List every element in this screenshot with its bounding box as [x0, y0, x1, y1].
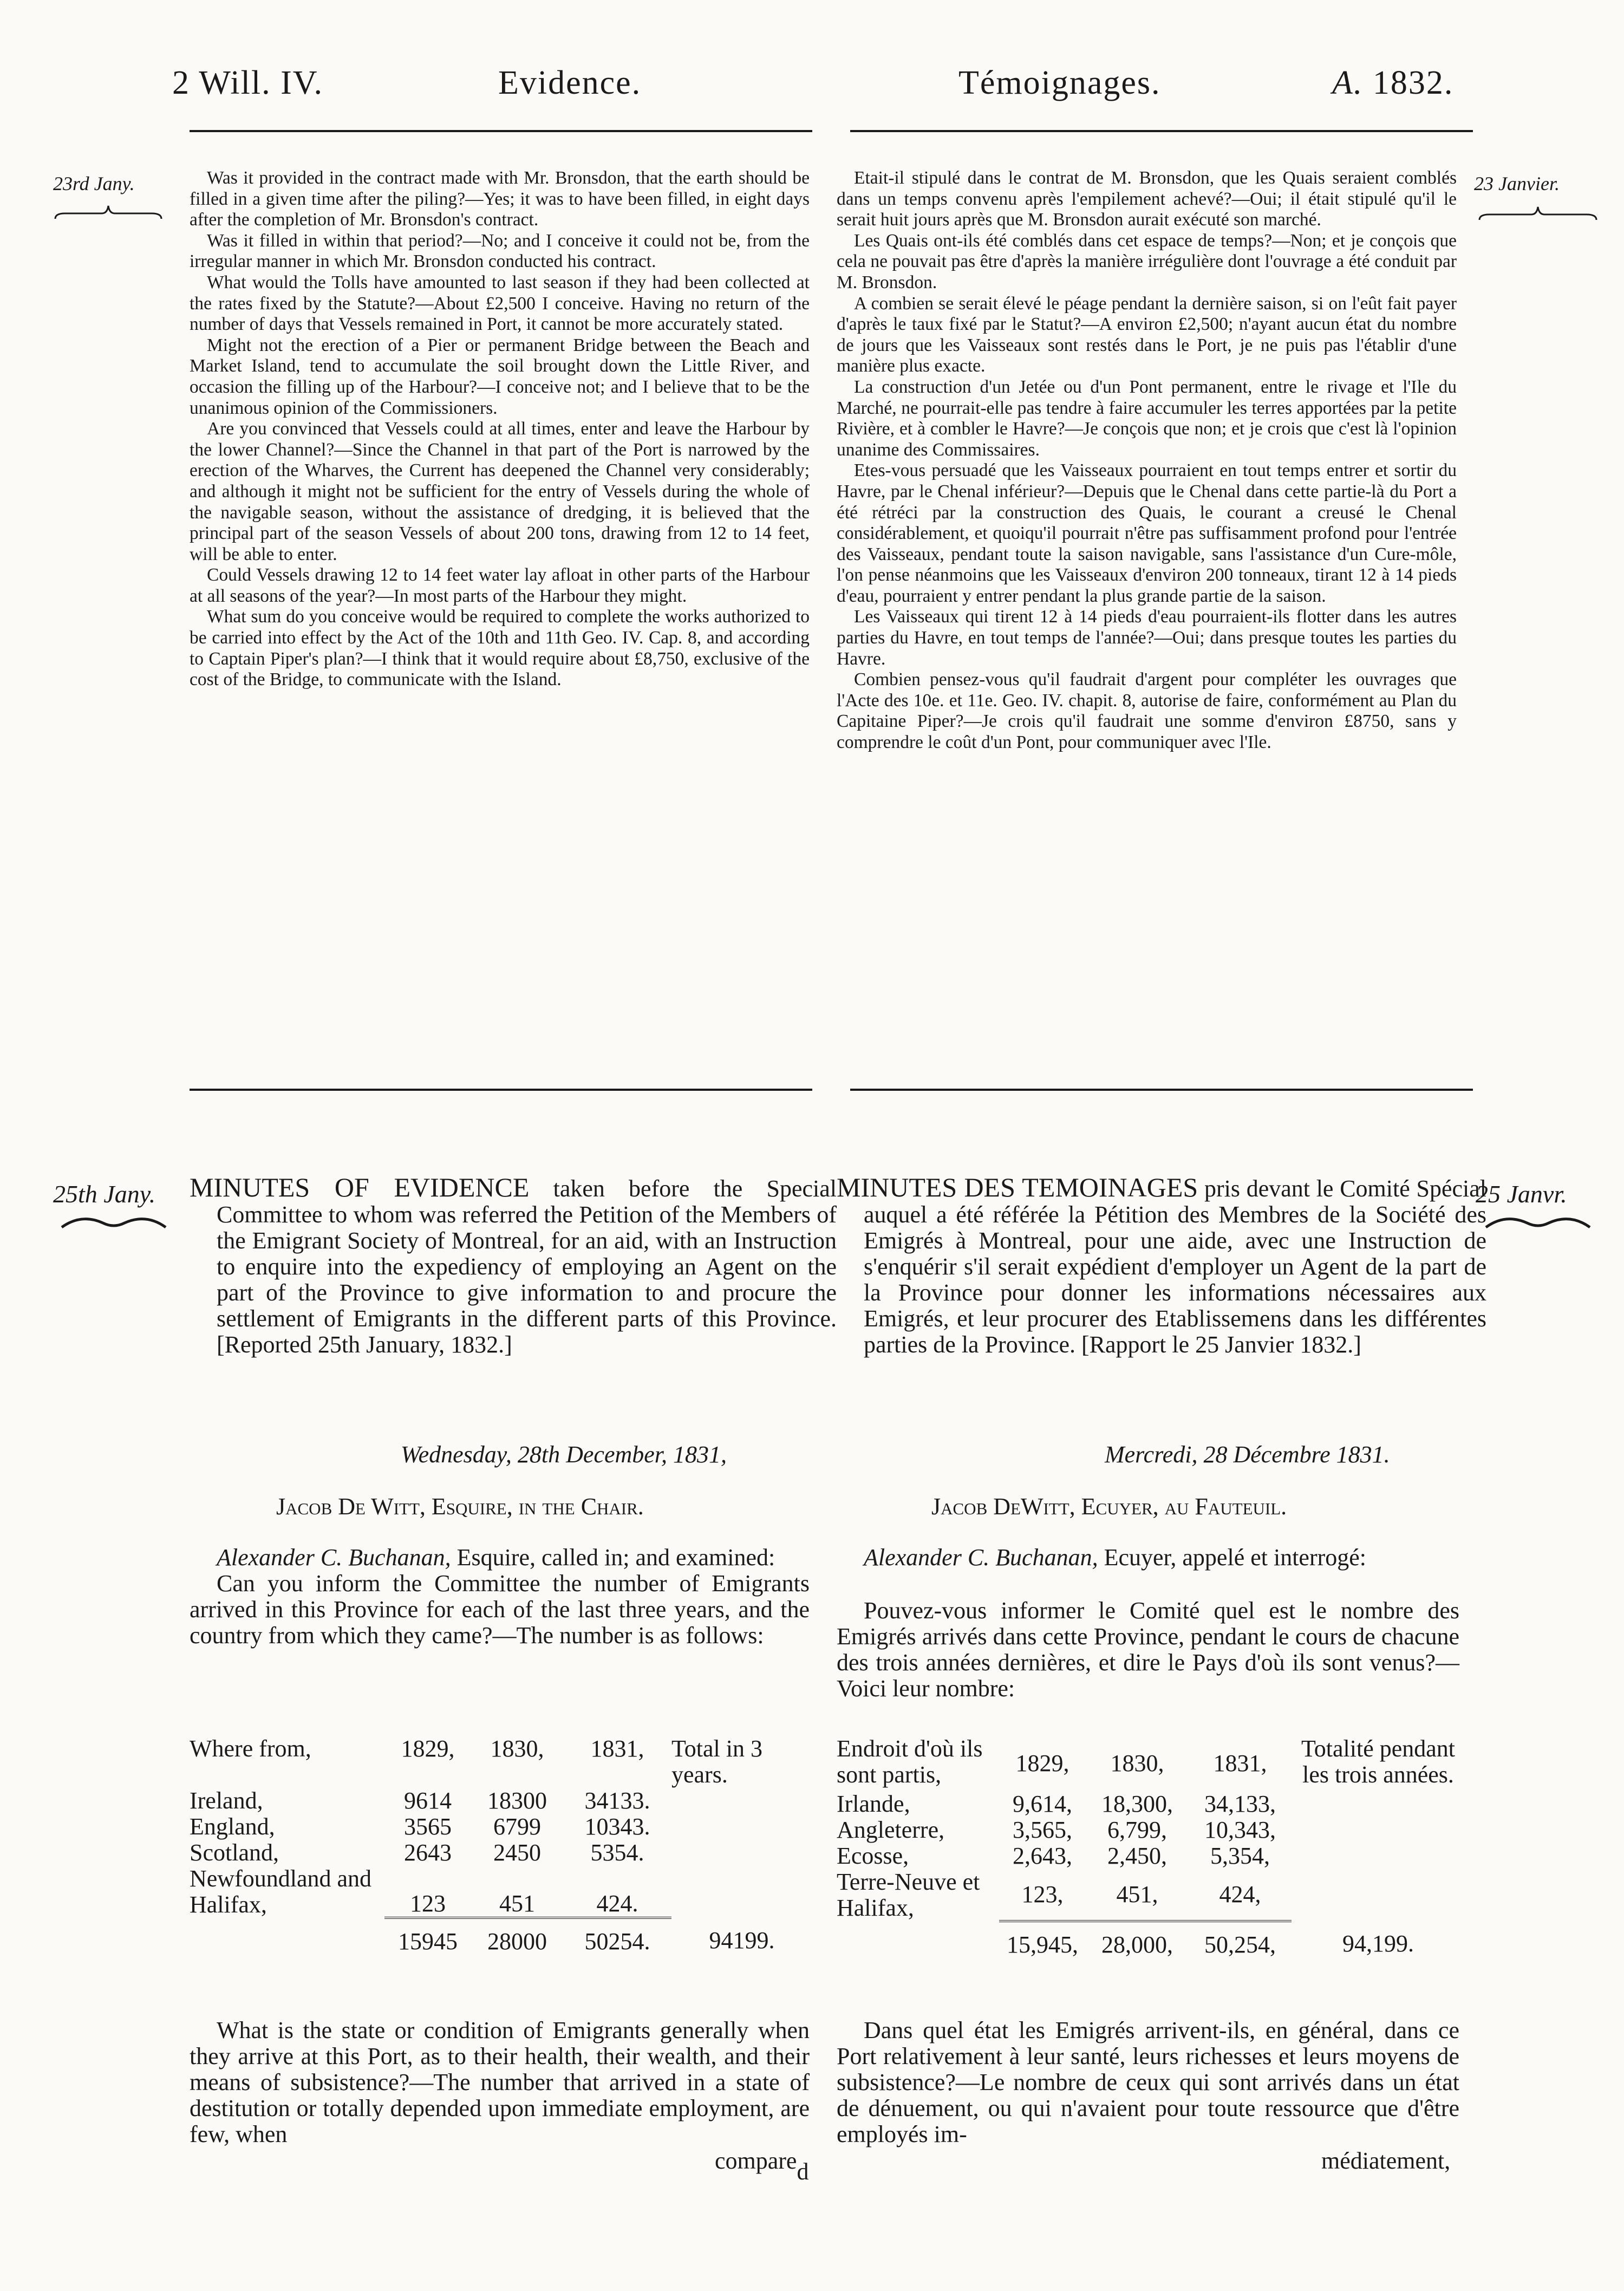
cell [671, 1814, 812, 1840]
running-head-temoignages: Témoignages. [958, 64, 1161, 101]
brace-left-top [54, 200, 162, 222]
table-total-row [190, 1918, 812, 1955]
catchword-french [1321, 2148, 1450, 2174]
year: 1832. [1372, 64, 1454, 101]
cell: 5354. [590, 1839, 644, 1866]
header-cell: 1830, [490, 1735, 544, 1762]
total-cell: 15,945, [999, 1921, 1086, 1958]
table-row [190, 1788, 812, 1814]
cell: 3565 [404, 1813, 452, 1840]
header-cell: Total in 3 years. [671, 1735, 763, 1788]
cell [1292, 1791, 1465, 1817]
cell: 10343. [584, 1813, 650, 1840]
header-cell: 1829, [401, 1735, 455, 1762]
top-english-paragraph: Could Vessels drawing 12 to 14 feet water lay afloat in other parts of the Harbour at all seasons of the year?—In most parts of the Harbour they might. [190, 565, 810, 606]
section-rule-left [190, 1089, 812, 1091]
cell: 3,565, [1013, 1817, 1072, 1843]
cell [1292, 1869, 1465, 1921]
witness-status: Ecuyer, appelé et interrogé: [1104, 1544, 1367, 1571]
cell [837, 1921, 999, 1958]
table-row [837, 1869, 1465, 1921]
running-head-evidence: Evidence. [498, 64, 642, 101]
top-french-column [837, 168, 1457, 753]
cell: 34133. [584, 1787, 650, 1814]
catchword: médiatement, [1321, 2147, 1451, 2174]
table-row [190, 1814, 812, 1840]
row-label: Angleterre, [837, 1817, 945, 1843]
cell: 424. [596, 1890, 638, 1917]
header-rule-right [850, 130, 1473, 132]
top-english-paragraph: Might not the erection of a Pier or permanent Bridge between the Beach and Market Island, tend to accumulate the soil brought down the Little River, and occasion the filling up of the Harbour?—I conceive not; and I believe that to be the unanimous opinion of the Commissioners. [190, 335, 810, 418]
chair-english [276, 1494, 644, 1520]
question-one: Pouvez-vous informer le Comité quel est le nombre des Emigrés arrivés dans cette Province, pendant le cours de chacune des trois années dernières, et dire le Pays d'où ils sont venus?—Voici leur nombre: [837, 1597, 1459, 1702]
cell: 6799 [493, 1813, 541, 1840]
witness-line [190, 1545, 810, 1571]
cell: 451 [499, 1890, 535, 1917]
top-french-paragraph: Etait-il stipulé dans le contrat de M. Bronsdon, que les Quais seraient comblés dans un temps convenu après l'empilement achevé?—Oui; il était stipulé qu'il le serait huit jours après que M. Bronsdon aurait exécuté son marché. [837, 168, 1457, 230]
cell: 34,133, [1204, 1791, 1276, 1817]
table-row [837, 1843, 1465, 1869]
question-two: Dans quel état les Emigrés arrivent-ils, en général, dans ce Port relativement à leur santé, leurs richesses et leurs moyens de subsistence?—Le nombre de ceux qui sont arrivés dans un état de dénuement, ou qui n'avaient pour toute ressource que d'être employés im- [837, 2017, 1459, 2147]
catchword-english [715, 2147, 809, 2185]
top-french-paragraph: Combien pensez-vous qu'il faudrait d'argent pour compléter les ouvrages que l'Acte des 10e. et 11e. Geo. IV. chapit. 8, autorise de faire, conformément au Plan du Capitaine Piper?—Je crois qu'il faudrait une somme d'environ £8750, sans y comprendre le coût d'un Pont, pour communiquer avec l'Ile. [837, 669, 1457, 753]
total-cell: 15945 [384, 1918, 471, 1955]
witness-name: Alexander C. Buchanan, [864, 1544, 1098, 1571]
header-cell: Totalité pendant les trois années. [1301, 1735, 1456, 1788]
total-cell: 28000 [471, 1918, 563, 1955]
header-cell: 1831, [590, 1735, 644, 1762]
witness-english [190, 1545, 810, 1649]
cell [671, 1866, 812, 1918]
row-label: Ecosse, [837, 1843, 909, 1869]
running-head-left: 2 Will. IV. [172, 64, 324, 101]
minutes-title-caps: MINUTES OF EVIDENCE [190, 1172, 530, 1202]
cell: 2,643, [1013, 1843, 1072, 1869]
cell [1292, 1843, 1465, 1869]
question-one: Can you inform the Committee the number of Emigrants arrived in this Province for each of the last three years, and the country from which they came?—The number is as follows: [190, 1570, 810, 1649]
cell [671, 1840, 812, 1866]
cell: 5,354, [1210, 1843, 1270, 1869]
signature-mark: d [797, 2158, 809, 2185]
chair-name: Jacob DeWitt, Ecuyer, au Fauteuil. [931, 1493, 1287, 1520]
emigrant-table-french [837, 1736, 1465, 1958]
cell [671, 1788, 812, 1814]
section-rule-right [850, 1089, 1473, 1091]
minutes-title-text: pris devant le Comité Spécial auquel a été référée la Pétition des Membres de la Société des Emigrés à Montreal, pour une aide, avec une Instruction de s'enquérir s'il serait expédient d'employer un Agent de la part de la Province pour donner les informations nécessaires aux Emigrés, et leur procurer des Etablissemens dans les différentes parties de la Province. [Rapport le 25 Janvier 1832.] [864, 1175, 1486, 1358]
cell: 123 [410, 1890, 446, 1917]
top-french-paragraph: Etes-vous persuadé que les Vaisseaux pourraient en tout temps entrer et sortir du Havre, par le Chenal inférieur?—Depuis que le Chenal dans cette partie-là du Port a été rétréci par la construction des Quais, le courant a creusé le Chenal considérablement, et quoiqu'il pourrait n'être pas suffisamment profond pour l'entrée des Vaisseaux, pendant toute la saison navigable, sans l'assistance d'un Cure-môle, l'on pense néanmoins que les Vaisseaux d'environ 200 tonneaux, tirant 12 à 14 pieds d'eau, pourraient y entrer pendant la plus grande partie de la saison. [837, 460, 1457, 606]
table-header [190, 1736, 812, 1788]
row-label: Newfoundland and Halifax, [190, 1865, 372, 1918]
top-french-paragraph: Les Quais ont-ils été comblés dans cet espace de temps?—Non; et je conçois que cela ne pouvait pas être d'après la manière irrégulière dont l'ouvrage a été conduit par M. Bronsdon. [837, 230, 1457, 292]
margin-date-right-top: 23 Janvier. [1474, 173, 1560, 194]
table-total-row [837, 1921, 1465, 1958]
cell: 2450 [493, 1839, 541, 1866]
header-cell: Where from, [190, 1735, 311, 1762]
cell: 18300 [487, 1787, 547, 1814]
total-cell: 28,000, [1086, 1921, 1189, 1958]
header-cell: 1830, [1110, 1750, 1164, 1776]
table-row [190, 1840, 812, 1866]
grand-total-cell: 94199. [709, 1927, 775, 1954]
top-french-paragraph: La construction d'un Jetée ou d'un Pont permanent, entre le rivage et l'Ile du Marché, ne pourrait-elle pas tendre à faire accumuler les terres apportées par la petite Rivière, et à combler le Havre?—Je conçois que non; et je crois que c'est là l'opinion unanime des Commissaires. [837, 376, 1457, 460]
row-label: England, [190, 1813, 275, 1840]
witness-french [837, 1545, 1459, 1702]
table-row [837, 1791, 1465, 1817]
table-header [837, 1736, 1465, 1791]
minutes-title-text: taken before the Special Committee to whom was referred the Petition of the Members of the Emigrant Society of Montreal, for an aid, with an Instruction to enquire into the expediency of employing an Agent on the part of the Province to give information to and procure the settlement of Emigrants in the different parts of this Province. [Reported 25th January, 1832.] [217, 1175, 837, 1358]
flourish-right-bottom [1484, 1211, 1592, 1233]
row-label: Scotland, [190, 1839, 279, 1866]
cell: 9,614, [1013, 1791, 1072, 1817]
question-two-english [190, 2017, 810, 2147]
top-english-column [190, 168, 810, 691]
cell: 123, [1021, 1881, 1064, 1908]
cell [1292, 1817, 1465, 1843]
witness-line [837, 1545, 1459, 1571]
cell: 18,300, [1101, 1791, 1173, 1817]
table-row [837, 1817, 1465, 1843]
minutes-title-english [190, 1174, 837, 1358]
row-label: Terre-Neuve et Halifax, [837, 1869, 980, 1921]
margin-date-left-top: 23rd Jany. [53, 173, 135, 194]
row-label: Irlande, [837, 1791, 910, 1817]
flourish-left-bottom [60, 1211, 168, 1233]
minutes-title-french [837, 1174, 1486, 1358]
margin-date-left-bottom: 25th Jany. [53, 1180, 156, 1208]
total-cell: 50254. [563, 1918, 671, 1955]
cell: 2,450, [1107, 1843, 1167, 1869]
top-english-paragraph: Was it provided in the contract made with Mr. Bronsdon, that the earth should be filled in a given time after the piling?—Yes; it was to have been filled, in eight days after the completion of Mr. Bronsdon's contract. [190, 168, 810, 230]
chair-french [931, 1494, 1287, 1520]
table-row [190, 1866, 812, 1918]
chair-name: Jacob De Witt, Esquire, in the Chair. [276, 1493, 644, 1520]
header-rule-left [190, 130, 812, 132]
cell: 424, [1219, 1881, 1261, 1908]
cell: 6,799, [1107, 1817, 1167, 1843]
catchword: compare [715, 2147, 797, 2174]
question-two: What is the state or condition of Emigrants generally when they arrive at this Port, as to their health, their wealth, and their means of subsistence?—The number that arrived in a state of destitution or totally depended upon immediate employment, are few, when [190, 2017, 810, 2147]
header-cell: 1829, [1015, 1750, 1069, 1776]
meeting-date-french: Mercredi, 28 Décembre 1831. [1105, 1441, 1390, 1468]
top-french-paragraph: A combien se serait élevé le péage pendant la dernière saison, si on l'eût fait payer d'après le taux fixé par le Statut?—A environ £2,500; n'ayant aucun état du nombre de jours que les Vaisseaux sont restés dans le Port, je ne puis pas l'établir d'une manière plus exacte. [837, 293, 1457, 376]
witness-status: Esquire, called in; and examined: [456, 1544, 775, 1571]
cell: 2643 [404, 1839, 452, 1866]
emigrant-table-english [190, 1736, 812, 1955]
total-cell: 50,254, [1189, 1921, 1292, 1958]
top-english-paragraph: Are you convinced that Vessels could at all times, enter and leave the Harbour by the lower Channel?—Since the Channel in that part of the Port is narrowed by the erection of the Wharves, the Current has deepened the Channel very considerably; and although it might not be sufficient for the entry of Vessels during the whole of the navigable season, without the assistance of dredging, it is believed that the principal part of the season Vessels of about 200 tons, drawing from 12 to 14 feet, will be able to enter. [190, 419, 810, 564]
running-head-year [1332, 64, 1453, 102]
header-cell: Endroit d'où ils sont partis, [837, 1735, 983, 1788]
cell: 10,343, [1204, 1817, 1276, 1843]
header-cell: 1831, [1213, 1750, 1267, 1776]
top-french-paragraph: Les Vaisseaux qui tirent 12 à 14 pieds d'eau pourraient-ils flotter dans les autres parties du Havre, en tout temps de l'année?—Oui; dans presque toutes les parties du Havre. [837, 607, 1457, 669]
minutes-title-caps: MINUTES DES TEMOINAGES [837, 1172, 1198, 1202]
grand-total-cell: 94,199. [1342, 1930, 1414, 1957]
top-english-paragraph: What would the Tolls have amounted to last season if they had been collected at the rates fixed by the Statute?—About £2,500 I conceive. Having no return of the number of days that Vessels remained in Port, it cannot be more accurately stated. [190, 272, 810, 335]
appendix-letter: A. [1332, 64, 1364, 101]
top-english-paragraph: Was it filled in within that period?—No; and I conceive it could not be, from the irregular manner in which Mr. Bronsdon conducted his contract. [190, 230, 810, 272]
margin-date-right-bottom: 25 Janvr. [1476, 1180, 1567, 1208]
cell: 9614 [404, 1787, 452, 1814]
witness-name: Alexander C. Buchanan, [217, 1544, 451, 1571]
meeting-date-english: Wednesday, 28th December, 1831, [401, 1441, 727, 1468]
brace-right-top [1478, 201, 1597, 223]
top-english-paragraph: What sum do you conceive would be required to complete the works authorized to be carried into effect by the Act of the 10th and 11th Geo. IV. Cap. 8, and according to Captain Piper's plan?—I think that it would require about £8,750, exclusive of the cost of the Bridge, to communicate with the Island. [190, 607, 810, 690]
cell: 451, [1116, 1881, 1158, 1908]
cell [190, 1918, 384, 1955]
question-two-french [837, 2017, 1459, 2147]
row-label: Ireland, [190, 1787, 263, 1814]
